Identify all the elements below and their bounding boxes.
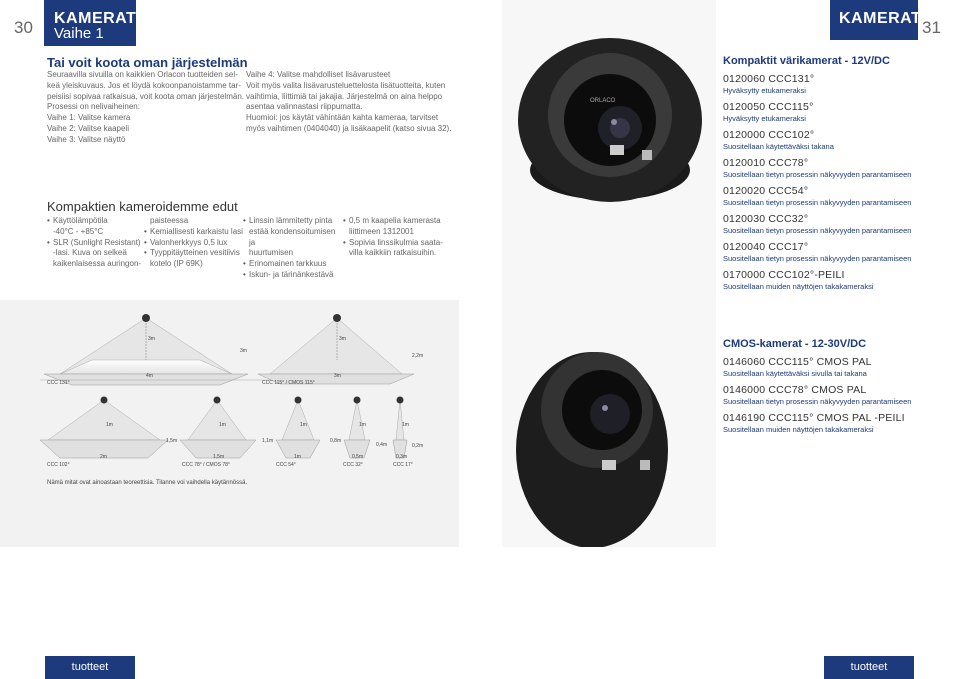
compact-heading: Kompaktit värikamerat - 12V/DC	[723, 55, 890, 67]
svg-text:0,4m: 0,4m	[376, 442, 388, 448]
diagram-ccc17	[393, 397, 423, 469]
header-tab-right	[830, 0, 922, 40]
svg-text:1m: 1m	[219, 422, 226, 428]
step4-text: Vaihe 4: Valitse mahdolliset lisävarusteet Voit myös valita lisävarusteluettelosta lisätuotteita, kuten vaihtimia, liittimiä tai jakajia. Järjestelmä on aina helppo asentaa valinnastasi riippumatta. Huomioi: jos käytät vähintään kahta kameraa, tarvitset myös vaihtimen (0404040) ja lisäkaapelit (katso sivua 32).	[246, 70, 452, 133]
svg-text:1m: 1m	[402, 422, 409, 428]
d2-width: 2,2m	[412, 353, 424, 359]
svg-text:0,2m: 0,2m	[412, 443, 424, 449]
product-item[interactable]: 0120010 CCC78° Suositellaan tietyn prosessin näkyvyyden parantamiseen	[723, 157, 912, 179]
camera-image	[502, 0, 716, 300]
product-item[interactable]: 0120030 CCC32° Suositellaan tietyn prosessin näkyvyyden parantamiseen	[723, 213, 912, 235]
diagram-ccc32	[343, 397, 387, 469]
svg-text:2m: 2m	[100, 454, 107, 460]
svg-text:CCC 78° / CMOS 78°: CCC 78° / CMOS 78°	[182, 462, 230, 468]
diagram-ccc102	[40, 397, 177, 469]
svg-text:CCC 32°: CCC 32°	[343, 462, 363, 468]
svg-text:1m: 1m	[106, 422, 113, 428]
diagram-ccc54	[276, 397, 341, 469]
svg-text:1,5m: 1,5m	[213, 454, 225, 460]
product-item[interactable]: 0120000 CCC102° Suositellaan käytettäväksi takana	[723, 129, 834, 151]
header-title: KAMERAT	[54, 10, 137, 27]
cmos-cameras-list	[723, 338, 953, 434]
diagram-ccc115	[258, 314, 423, 386]
d2-height: 3m	[339, 336, 346, 342]
header-title-right: KAMERAT	[839, 10, 922, 27]
svg-text:1,1m: 1,1m	[262, 438, 274, 444]
svg-text:0,8m: 0,8m	[330, 438, 342, 444]
viewing-angle-diagrams	[0, 300, 459, 547]
svg-text:1m: 1m	[294, 454, 301, 460]
intro-text: Seuraavilla sivuilla on kaikkien Orlacon tuotteiden sel- keä yleiskuvaus. Jos et löydä kokoonpanoistamme tar- peisiisi sopivaa ratkaisua, voit koota oman järjestelmän. Prosessi on nelivaiheinen: Vaihe 1: Valitse kamera Vaihe 2: Valitse kaapeli Vaihe 3: Valitse näyttö	[47, 70, 244, 144]
d1-depth: 4m	[146, 373, 153, 379]
section-heading: Tai voit koota oman järjestelmän	[47, 55, 248, 70]
camera-photo-panel	[502, 0, 716, 300]
products-button-right[interactable]: tuotteet	[824, 656, 914, 679]
svg-text:1m: 1m	[300, 422, 307, 428]
svg-text:0,5m: 0,5m	[352, 454, 364, 460]
features-list-2: paisteessa • Kemiallisesti karkaistu lasi • Valonherkkyys 0,5 lux • Tyyppitäytteinen vesitiivis kotelo (IP 69K)	[144, 216, 244, 270]
product-item[interactable]: 0146190 CCC115° CMOS PAL -PEILI Suositellaan muiden näyttöjen takakameraksi	[723, 412, 905, 434]
svg-text:CCC 102°: CCC 102°	[47, 462, 70, 468]
svg-text:CCC 54°: CCC 54°	[276, 462, 296, 468]
cmos-heading: CMOS-kamerat - 12-30V/DC	[723, 338, 867, 350]
product-item[interactable]: 0146000 CCC78° CMOS PAL Suositellaan tietyn prosessin näkyvyyden parantamiseen	[723, 384, 912, 406]
product-item[interactable]: 0120050 CCC115° Hyväksytty etukameraksi	[723, 101, 814, 123]
camera-brand-label: ORLACO	[590, 98, 616, 104]
products-button-left[interactable]: tuotteet	[45, 656, 135, 679]
svg-text:0,3m: 0,3m	[396, 454, 408, 460]
d2-label: CCC 115° / CMOS 115°	[262, 380, 315, 386]
d1-height: 3m	[148, 336, 155, 342]
features-list-3: • Linssin lämmitetty pinta estää kondensoitumisen ja huurtumisen • Erinomainen tarkkuus • Iskun- ja tärinänkestävä	[243, 216, 343, 281]
d2-depth: 3m	[334, 373, 341, 379]
page-number-left: 30	[14, 18, 33, 37]
product-item[interactable]: 0120020 CCC54° Suositellaan tietyn prosessin näkyvyyden parantamiseen	[723, 185, 912, 207]
svg-text:CCC 17°: CCC 17°	[393, 462, 413, 468]
header-subtitle: Vaihe 1	[54, 25, 104, 42]
features-list-4: • 0,5 m kaapelia kamerasta liittimeen 1312001 • Sopivia linssikulmia saata- villa kaikkiin ratkaisuihin.	[343, 216, 453, 259]
compact-cameras-list	[723, 55, 953, 291]
product-item[interactable]: 0146060 CCC115° CMOS PAL Suositellaan käytettäväksi sivulla tai takana	[723, 356, 872, 378]
svg-text:1,5m: 1,5m	[166, 438, 178, 444]
d1-label: CCC 131°	[47, 380, 70, 386]
features-heading: Kompaktien kameroidemme edut	[47, 199, 238, 214]
svg-text:1m: 1m	[359, 422, 366, 428]
disclaimer-note: Nämä mitat ovat ainoastaan teoreettisia. Tilanne voi vaihdella käytännössä.	[47, 480, 248, 486]
header-tab-left	[44, 0, 136, 46]
d1-width: 3m	[240, 348, 247, 354]
page-number-right: 31	[922, 18, 941, 37]
cmos-camera-image	[502, 300, 716, 547]
product-item[interactable]: 0120060 CCC131° Hyväksytty etukameraksi	[723, 73, 815, 95]
product-item[interactable]: 0120040 CCC17° Suositellaan tietyn prosessin näkyvyyden parantamiseen	[723, 241, 912, 263]
features-list-1: • Käyttölämpötila -40°C - +85°C • SLR (Sunlight Resistant) -lasi. Kuva on selkeä kaikenlaisessa auringon-	[47, 216, 147, 270]
product-item[interactable]: 0170000 CCC102°-PEILI Suositellaan muiden näyttöjen takakameraksi	[723, 269, 874, 291]
cmos-photo-panel	[502, 300, 716, 547]
diagram-ccc78	[180, 397, 273, 469]
